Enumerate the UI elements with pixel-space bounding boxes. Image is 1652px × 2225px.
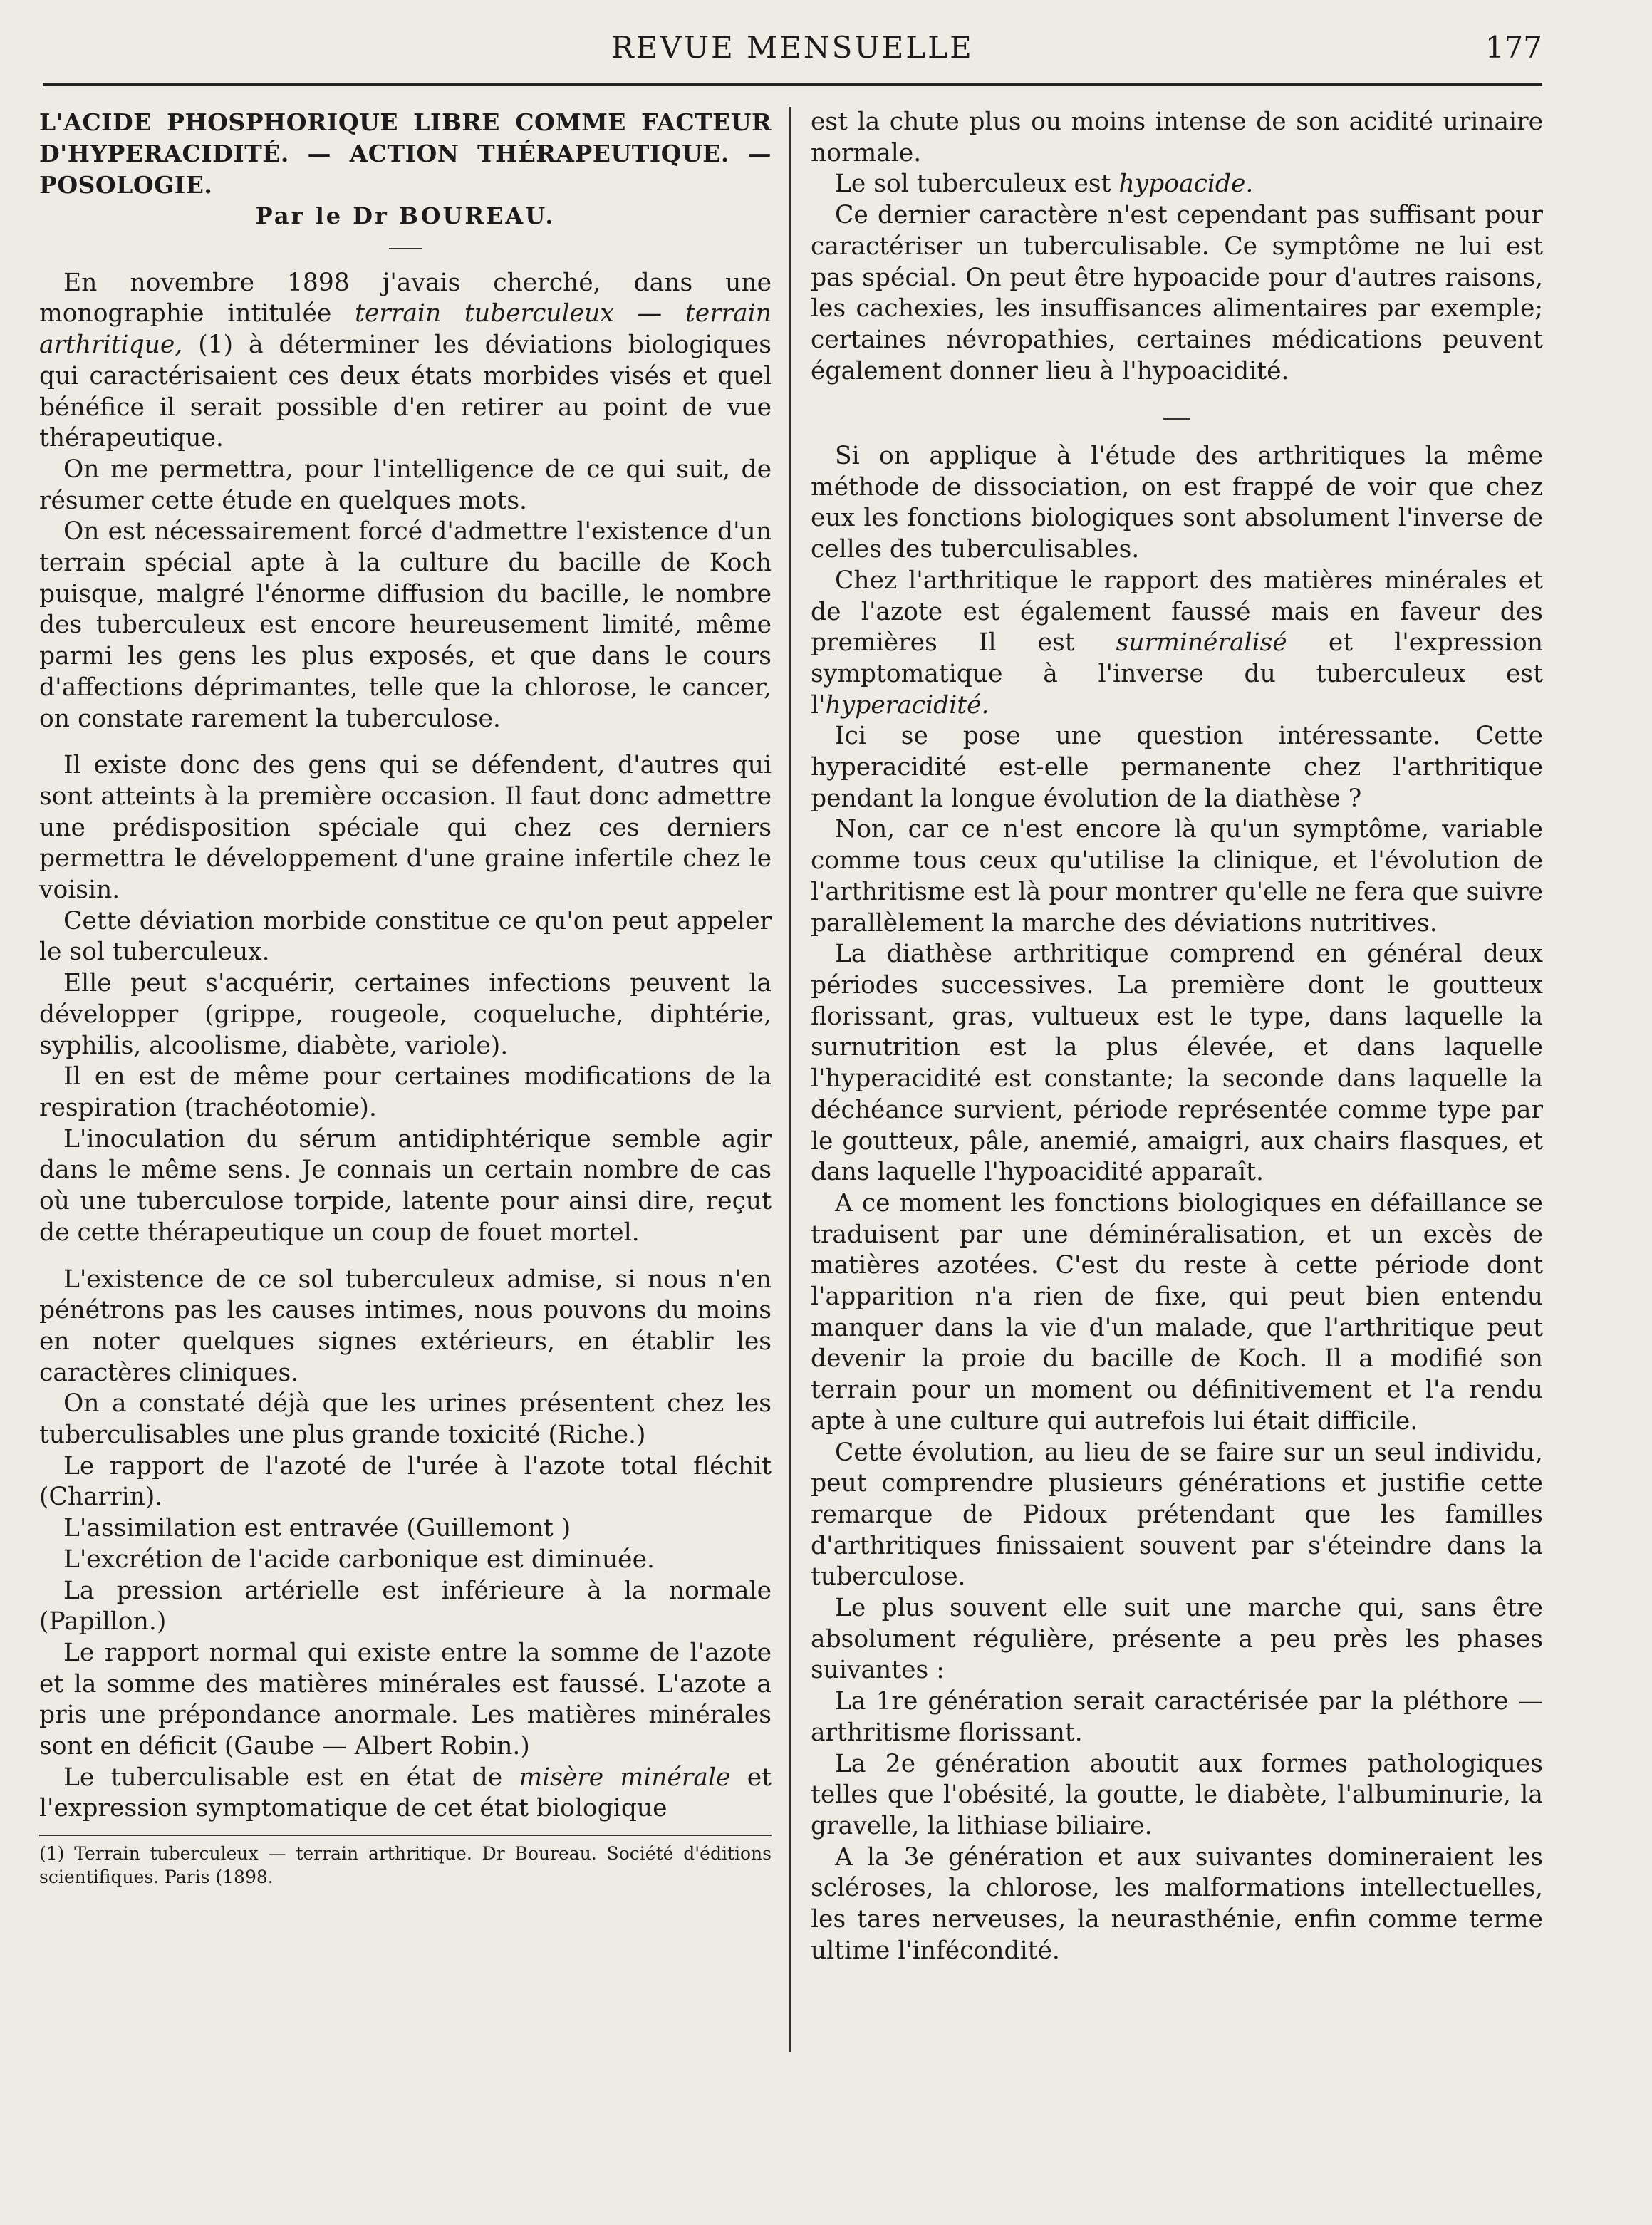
left-column bbox=[39, 107, 772, 1889]
paragraph: L'inoculation du sérum antidiphtérique semble agir dans le même sens. Je connais un certain nombre de cas où une tuberculose torpide, latente pour ainsi dire, reçut de cette thérapeutique un coup de fouet mortel. bbox=[39, 1124, 772, 1247]
title-divider bbox=[39, 234, 772, 262]
page-header bbox=[43, 26, 1542, 68]
paragraph: Si on applique à l'étude des arthritiques la même méthode de dissociation, on est frappé de voir que chez eux les fonctions biologiques sont absolument l'inverse de celles des tuberculisables. bbox=[811, 442, 1543, 564]
paragraph: A la 3e génération et aux suivantes domineraient les scléroses, la chlorose, les malformations intellectuelles, les tares nerveuses, la neurasthénie, enfin comme terme ultime l'infécondité. bbox=[811, 1842, 1543, 1965]
column-divider bbox=[789, 107, 791, 2052]
right-column bbox=[811, 107, 1543, 1966]
paragraph: Le sol tuberculeux est hypoacide. bbox=[835, 170, 1254, 199]
journal-title: REVUE MENSUELLE bbox=[611, 30, 974, 65]
paragraph: est la chute plus ou moins intense de son acidité urinaire normale. bbox=[811, 108, 1543, 167]
paragraph: Le rapport de l'azoté de l'urée à l'azote total fléchit (Charrin). bbox=[39, 1451, 772, 1512]
paragraph: La 2e génération aboutit aux formes pathologiques telles que l'obésité, la goutte, le diabète, l'albuminurie, la gravelle, la lithiase biliaire. bbox=[811, 1749, 1543, 1840]
page-number: 177 bbox=[1485, 30, 1542, 65]
header-rule bbox=[43, 83, 1542, 86]
paragraph: Ici se pose une question intéressante. Cette hyperacidité est-elle permanente chez l'arthritique pendant la longue évolution de la diathèse ? bbox=[811, 722, 1543, 813]
paragraph: En novembre 1898 j'avais cherché, dans une monographie intitulée terrain tuberculeux — terrain arthritique, (1) à déterminer les déviations biologiques qui caractérisaient ces deux états morbides visés et quel bénéfice il serait possible d'en retirer au point de vue thérapeutique. bbox=[39, 268, 772, 453]
paragraph: A ce moment les fonctions biologiques en défaillance se traduisent par une déminéralisation, et un excès de matières azotées. C'est du reste à cette période dont l'apparition n'a rien de fixe, qui peut bien entendu manquer dans la vie d'un malade, que l'arthritique peut devenir la proie du bacille de Koch. Il a modifié son terrain pour un moment ou définitivement et l'a rendu apte à une culture qui autrefois lui était difficile. bbox=[811, 1188, 1543, 1436]
paragraph: On est nécessairement forcé d'admettre l'existence d'un terrain spécial apte à la culture du bacille de Koch puisque, malgré l'énorme diffusion du bacille, le nombre des tuberculeux est encore heureusement limité, même parmi les gens les plus exposés, et que dans le cours d'affections déprimantes, telle que la chlorose, le cancer, on constate rarement la tuberculose. bbox=[39, 517, 772, 733]
paragraph: La 1re génération serait caractérisée par la pléthore — arthritisme florissant. bbox=[811, 1687, 1543, 1747]
paragraph: Le rapport normal qui existe entre la somme de l'azote et la somme des matières minérales est faussé. L'azote a pris une prépondance anormale. Les matières minérales sont en déficit (Gaube — Albert Robin.) bbox=[39, 1638, 772, 1761]
paragraph: L'assimilation est entravée (Guillemont ) bbox=[63, 1514, 571, 1543]
paragraph: Cette déviation morbide constitue ce qu'on peut appeler le sol tuberculeux. bbox=[39, 906, 772, 967]
paragraph: Cette évolution, au lieu de se faire sur un seul individu, peut comprendre plusieurs générations et justifie cette remarque de Pidoux prétendant que les familles d'arthritiques finissaient souvent par s'éteindre dans la tuberculose. bbox=[811, 1438, 1543, 1592]
footnote-rule bbox=[39, 1835, 772, 1836]
paragraph: On a constaté déjà que les urines présentent chez les tuberculisables une plus grande toxicité (Riche.) bbox=[39, 1389, 772, 1450]
paragraph: Chez l'arthritique le rapport des matières minérales et de l'azote est également faussé mais en faveur des premières Il est surminéralisé et l'expression symptomatique à l'inverse du tuberculeux est l'hyperacidité. bbox=[811, 566, 1543, 720]
paragraph: Il en est de même pour certaines modifications de la respiration (trachéotomie). bbox=[39, 1062, 772, 1122]
article-title: L'ACIDE PHOSPHORIQUE LIBRE COMME FACTEUR D'HYPERACIDITÉ. — ACTION THÉRAPEUTIQUE. — POSOLOGIE. bbox=[39, 108, 772, 199]
paragraph: Le tuberculisable est en état de misère minérale et l'expression symptomatique de cet état biologique bbox=[39, 1763, 772, 1823]
paragraph: La pression artérielle est inférieure à la normale (Papillon.) bbox=[39, 1576, 772, 1637]
paragraph: Ce dernier caractère n'est cependant pas suffisant pour caractériser un tuberculisable. Ce symptôme ne lui est pas spécial. On peut être hypoacide pour d'autres raisons, les cachexies, les insuffisances alimentaires par exemple; certaines névropathies, certaines médications peuvent également donner lieu à l'hypoacidité. bbox=[811, 201, 1543, 385]
paragraph: On me permettra, pour l'intelligence de ce qui suit, de résumer cette étude en quelques mots. bbox=[39, 455, 772, 515]
article-byline: Par le Dr BOUREAU. bbox=[255, 202, 556, 229]
paragraph: Elle peut s'acquérir, certaines infections peuvent la développer (grippe, rougeole, coqueluche, diphtérie, syphilis, alcoolisme, diabète, variole). bbox=[39, 969, 772, 1060]
section-divider bbox=[811, 397, 1543, 428]
paragraph: L'existence de ce sol tuberculeux admise, si nous n'en pénétrons pas les causes intimes, nous pouvons du moins en noter quelques signes extérieurs, en établir les caractères cliniques. bbox=[39, 1265, 772, 1387]
paragraph: L'excrétion de l'acide carbonique est diminuée. bbox=[63, 1545, 655, 1574]
paragraph: Non, car ce n'est encore là qu'un symptôme, variable comme tous ceux qu'utilise la clinique, et l'évolution de l'arthritisme est là pour montrer qu'elle ne fera que suivre parallèlement la marche des déviations nutritives. bbox=[811, 815, 1543, 938]
paragraph: La diathèse arthritique comprend en général deux périodes successives. La première dont le goutteux florissant, gras, vultueux est le type, dans laquelle la surnutrition est la plus élevée, et dans laquelle l'hyperacidité est constante; la seconde dans laquelle la déchéance survient, période représentée comme type par le goutteux, pâle, anemié, amaigri, aux chairs flasques, et dans laquelle l'hypoacidité apparaît. bbox=[811, 940, 1543, 1187]
footnote: (1) Terrain tuberculeux — terrain arthritique. Dr Boureau. Société d'éditions scientifiques. Paris (1898. bbox=[39, 1843, 772, 1888]
paragraph: Le plus souvent elle suit une marche qui, sans être absolument régulière, présente a peu près les phases suivantes : bbox=[811, 1594, 1543, 1685]
paragraph: Il existe donc des gens qui se défendent, d'autres qui sont atteints à la première occasion. Il faut donc admettre une prédisposition spéciale qui chez ces derniers permettra le développement d'une graine infertile chez le voisin. bbox=[39, 751, 772, 905]
